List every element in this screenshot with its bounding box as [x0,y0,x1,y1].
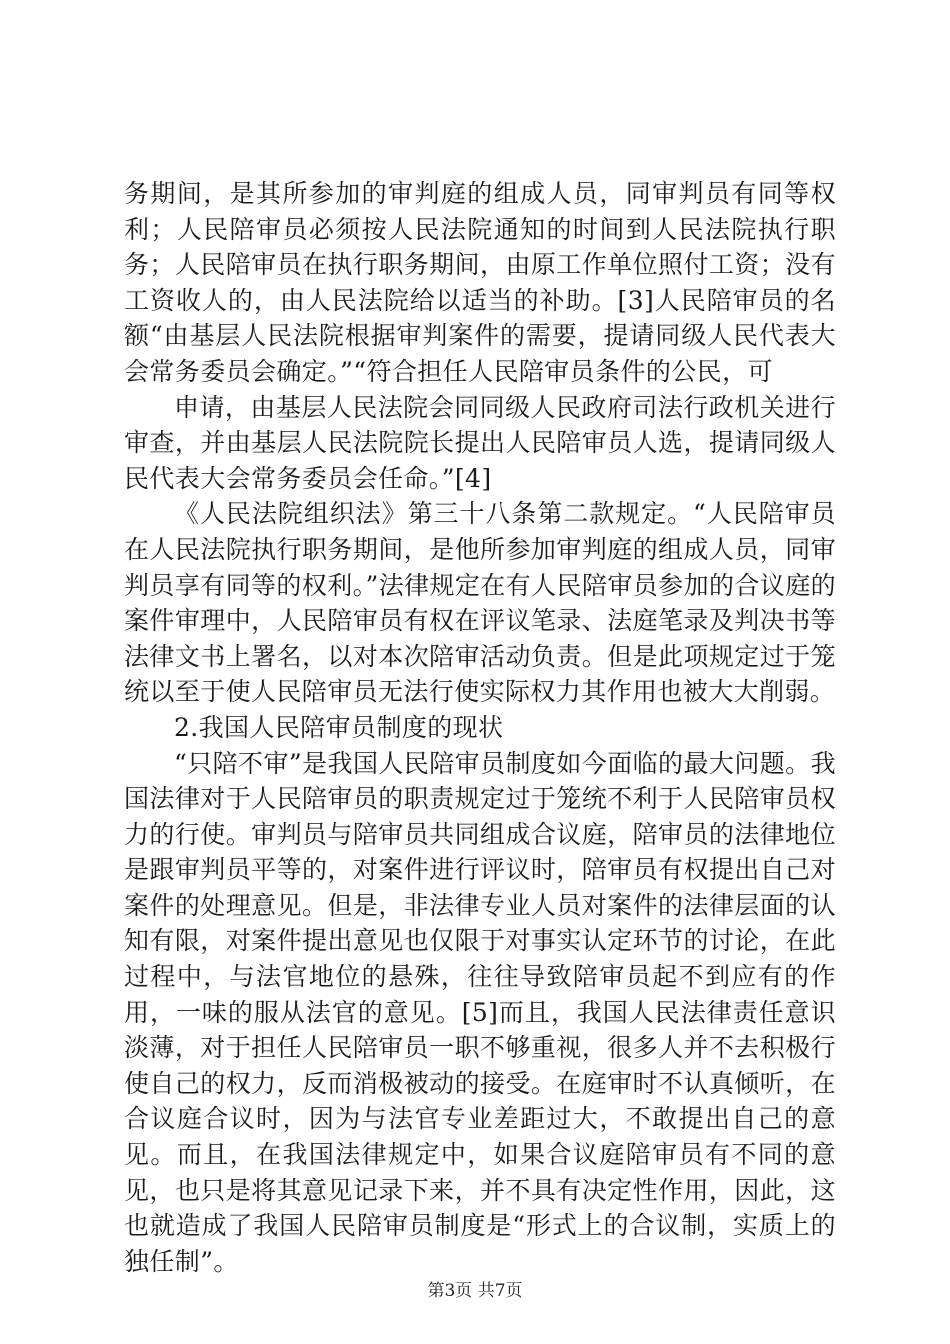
page-footer: 第3页 共7页 [427,1281,523,1301]
paragraph: 《人民法院组织法》第三十八条第二款规定。“人民陪审员在人民法院执行职务期间，是他所参加审判庭的组成人员，同审判员享有同等的权利。”法律规定在有人民陪审员参加的合议庭的案件审理中，人民陪审员有权在评议笔录、法庭笔录及判决书等法律文书上署名，以对本次陪审活动负责。但是此项规定过于笼统以至于使人民陪审员无法行使实际权力其作用也被大大削弱。 [124,499,836,707]
paragraph: 申请，由基层人民法院会同同级人民政府司法行政机关进行审查，并由基层人民法院院长提出人民陪审员人选，提请同级人民代表大会常务委员会任命。”[4] [124,392,836,493]
paragraph: “只陪不审”是我国人民陪审员制度如今面临的最大问题。我国法律对于人民陪审员的职责规定过于笼统不利于人民陪审员权力的行使。审判员与陪审员共同组成合议庭，陪审员的法律地位是跟审判员平等的，对案件进行评议时，陪审员有权提出自己对案件的处理意见。但是，非法律专业人员对案件的法律层面的认知有限，对案件提出意见也仅限于对事实认定环节的讨论，在此过程中，与法官地位的悬殊，往往导致陪审员起不到应有的作用，一味的服从法官的意见。[5]而且，我国人民法律责任意识淡薄，对于担任人民陪审员一职不够重视，很多人并不去积极行使自己的权力，反而消极被动的接受。在庭审时不认真倾听，在合议庭合议时，因为与法官专业差距过大，不敢提出自己的意见。而且，在我国法律规定中，如果合议庭陪审员有不同的意见，也只是将其意见记录下来，并不具有决定性作用，因此，这也就造成了我国人民陪审员制度是“形式上的合议制，实质上的独任制”。 [124,748,836,1276]
document-body [124,176,836,1279]
section-heading: 2.我国人民陪审员制度的现状 [174,712,504,742]
paragraph: 务期间，是其所参加的审判庭的组成人员，同审判员有同等权利；人民陪审员必须按人民法院通知的时间到人民法院执行职务；人民陪审员在执行职务期间，由原工作单位照付工资；没有工资收人的，由人民法院给以适当的补助。[3]人民陪审员的名额“由基层人民法院根据审判案件的需要，提请同级人民代表大会常务委员会确定。”“符合担任人民陪审员条件的公民，可 [124,179,836,386]
